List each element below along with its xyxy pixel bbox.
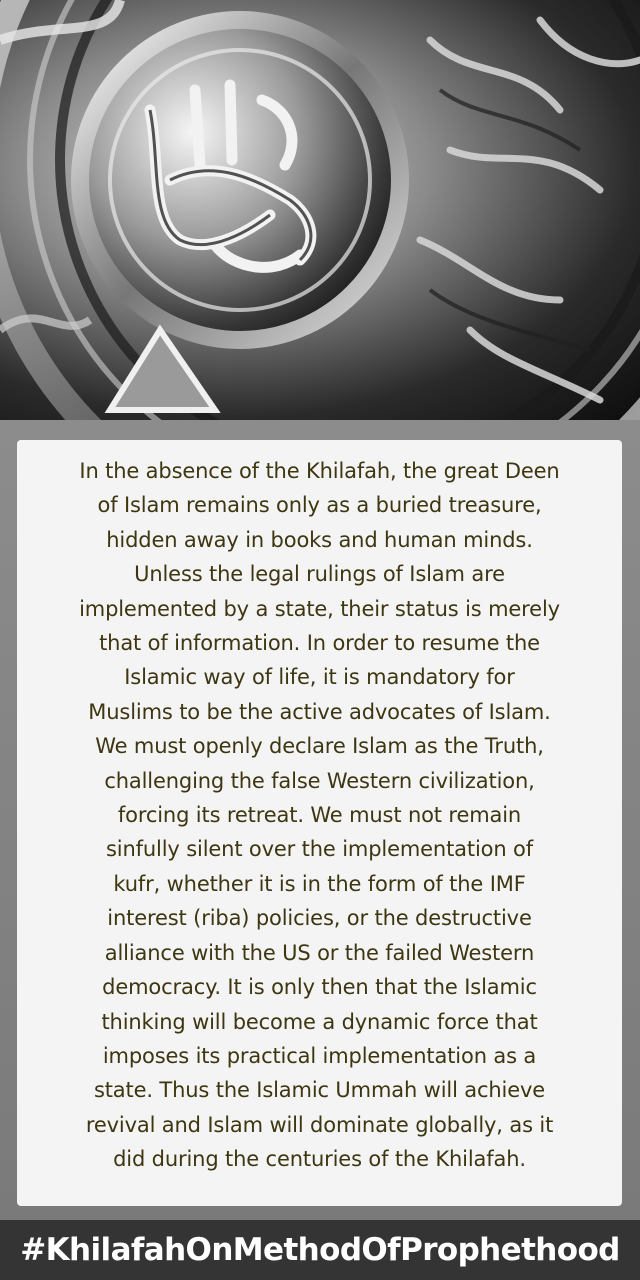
quote-line: imposes its practical implementation as a	[102, 1043, 537, 1068]
quote-line: did during the centuries of the Khilafah.	[113, 1147, 526, 1172]
quote-line: In the absence of the Khilafah, the great Deen	[79, 459, 560, 483]
quote-line: revival and Islam will dominate globally, as it	[85, 1112, 554, 1137]
quote-line: challenging the false Western civilization,	[104, 768, 535, 793]
quote-line: Muslims to be the active advocates of Islam.	[88, 699, 551, 724]
quote-line: democracy. It is only then that the Islamic	[102, 975, 537, 1000]
hero-image	[0, 0, 640, 420]
hashtag-bar	[0, 1220, 640, 1280]
quote-line: Unless the legal rulings of Islam are	[134, 562, 505, 587]
quote-line: that of information. In order to resume the	[99, 631, 540, 656]
quote-line: hidden away in books and human minds.	[106, 527, 533, 552]
quote-line: alliance with the US or the failed Western	[104, 940, 535, 965]
quote-line: sinfully silent over the implementation of	[106, 837, 533, 862]
quote-line: forcing its retreat. We must not remain	[117, 803, 522, 828]
quote-line: interest (riba) policies, or the destructive	[107, 906, 532, 931]
quote-line: Islamic way of life, it is mandatory for	[124, 665, 515, 690]
quote-text	[31, 454, 608, 1177]
quote-line: state. Thus the Islamic Ummah will achieve	[93, 1078, 546, 1103]
quote-card	[17, 440, 622, 1206]
hashtag-text: #KhilafahOnMethodOfProphethood	[20, 1232, 620, 1268]
quote-line: of Islam remains only as a buried treasure,	[97, 493, 542, 518]
quote-line: We must openly declare Islam as the Truth,	[95, 734, 544, 759]
quote-line: thinking will become a dynamic force that	[101, 1009, 538, 1034]
calligraphy-medallion-icon	[0, 0, 640, 420]
quote-line: implemented by a state, their status is merely	[79, 596, 560, 621]
quote-line: kufr, whether it is in the form of the IMF	[113, 871, 526, 896]
